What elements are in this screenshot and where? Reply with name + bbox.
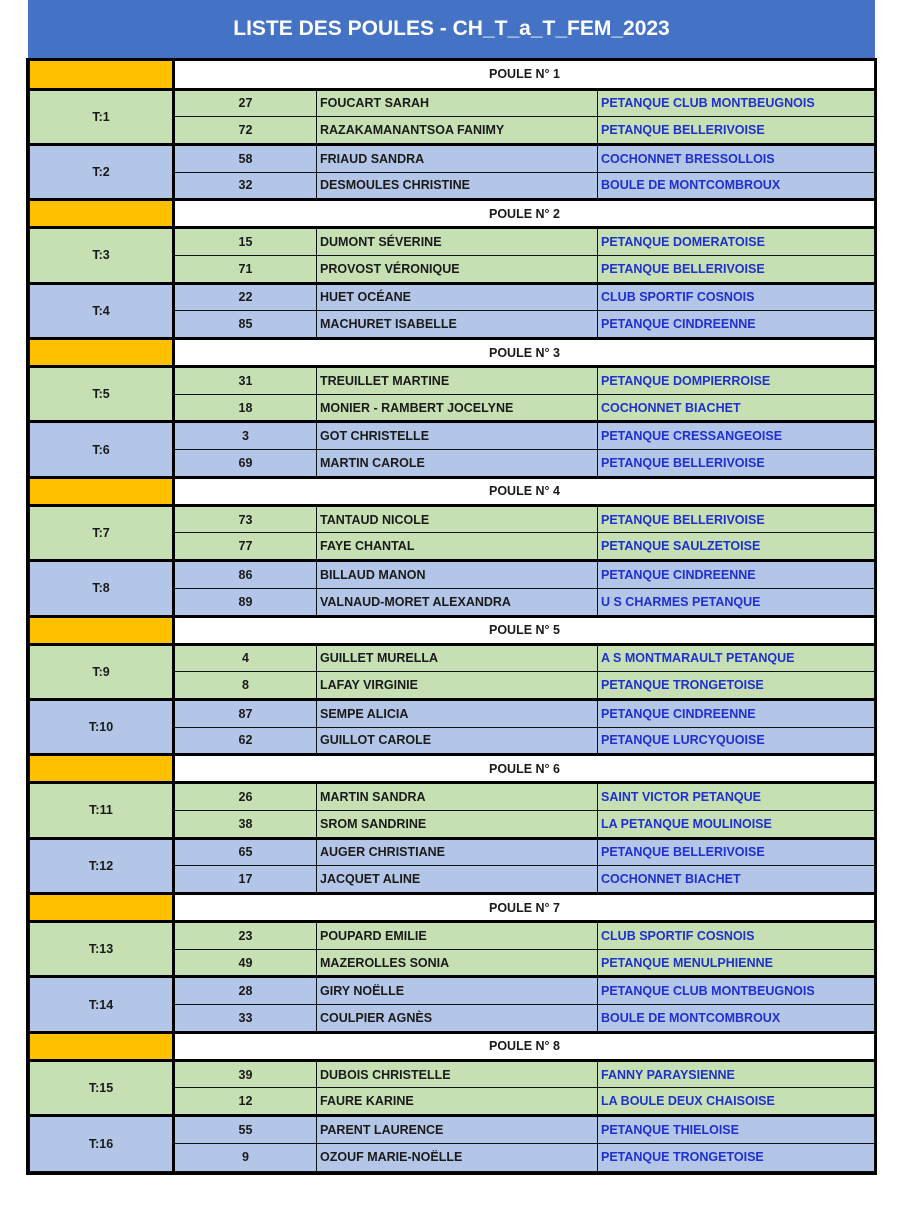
player-number: 71 [174,255,317,283]
player-number: 85 [174,311,317,339]
player-name: RAZAKAMANANTSOA FANIMY [317,117,598,145]
player-club: FANNY PARAYSIENNE [598,1060,875,1088]
player-name: GIRY NOËLLE [317,977,598,1005]
poules-table [29,61,875,1172]
player-number: 58 [174,144,317,172]
player-number: 39 [174,1060,317,1088]
table-row [30,977,875,1005]
player-club: PETANQUE CLUB MONTBEUGNOIS [598,89,875,117]
player-name: DESMOULES CHRISTINE [317,172,598,200]
poule-title: POULE N° 2 [174,200,875,228]
player-name: SEMPE ALICIA [317,699,598,727]
player-name: MARTIN CAROLE [317,450,598,478]
player-name: GOT CHRISTELLE [317,422,598,450]
player-number: 65 [174,838,317,866]
player-name: TREUILLET MARTINE [317,367,598,395]
player-number: 3 [174,422,317,450]
team-label: T:10 [30,699,174,754]
team-label: T:2 [30,144,174,199]
table-row [30,144,875,172]
player-number: 89 [174,588,317,616]
player-club: PETANQUE CLUB MONTBEUGNOIS [598,977,875,1005]
player-club: PETANQUE LURCYQUOISE [598,727,875,755]
table-row [30,561,875,589]
player-number: 33 [174,1005,317,1033]
team-label: T:9 [30,644,174,699]
poule-title: POULE N° 4 [174,477,875,505]
team-label: T:8 [30,561,174,616]
poule-header-row [30,894,875,922]
player-number: 4 [174,644,317,672]
poule-marker [30,1032,174,1060]
player-club: BOULE DE MONTCOMBROUX [598,1005,875,1033]
table-row [30,922,875,950]
player-club: U S CHARMES PETANQUE [598,588,875,616]
table-row [30,1060,875,1088]
poules-table-container [26,58,877,1175]
poule-marker [30,200,174,228]
player-club: PETANQUE BELLERIVOISE [598,505,875,533]
player-name: FOUCART SARAH [317,89,598,117]
player-number: 27 [174,89,317,117]
table-row [30,228,875,256]
table-row [30,644,875,672]
player-number: 9 [174,1143,317,1171]
table-row [30,699,875,727]
poule-title: POULE N° 3 [174,339,875,367]
player-name: LAFAY VIRGINIE [317,672,598,700]
poule-marker [30,477,174,505]
player-name: MAZEROLLES SONIA [317,949,598,977]
player-club: PETANQUE MENULPHIENNE [598,949,875,977]
player-number: 28 [174,977,317,1005]
player-club: PETANQUE SAULZETOISE [598,533,875,561]
player-name: TANTAUD NICOLE [317,505,598,533]
table-row [30,422,875,450]
poule-title: POULE N° 6 [174,755,875,783]
player-number: 23 [174,922,317,950]
team-label: T:16 [30,1116,174,1171]
player-club: PETANQUE CINDREENNE [598,699,875,727]
player-number: 32 [174,172,317,200]
player-club: BOULE DE MONTCOMBROUX [598,172,875,200]
poule-header-row [30,755,875,783]
team-label: T:1 [30,89,174,144]
player-club: PETANQUE TRONGETOISE [598,672,875,700]
poule-marker [30,755,174,783]
poule-title: POULE N° 8 [174,1032,875,1060]
player-number: 17 [174,866,317,894]
player-name: HUET OCÉANE [317,283,598,311]
player-number: 72 [174,117,317,145]
poule-title: POULE N° 7 [174,894,875,922]
player-number: 18 [174,394,317,422]
team-label: T:13 [30,922,174,977]
player-name: FAURE KARINE [317,1088,598,1116]
table-row [30,1116,875,1144]
table-row [30,283,875,311]
player-club: PETANQUE CINDREENNE [598,561,875,589]
player-club: PETANQUE DOMERATOISE [598,228,875,256]
poule-header-row [30,200,875,228]
poules-table-body [30,61,875,1171]
player-number: 31 [174,367,317,395]
poule-header-row [30,1032,875,1060]
player-number: 62 [174,727,317,755]
player-club: PETANQUE BELLERIVOISE [598,838,875,866]
player-club: PETANQUE BELLERIVOISE [598,117,875,145]
player-name: MONIER - RAMBERT JOCELYNE [317,394,598,422]
player-number: 49 [174,949,317,977]
player-number: 38 [174,810,317,838]
team-label: T:7 [30,505,174,560]
player-name: DUBOIS CHRISTELLE [317,1060,598,1088]
player-number: 12 [174,1088,317,1116]
poule-header-row [30,616,875,644]
player-name: AUGER CHRISTIANE [317,838,598,866]
player-name: MACHURET ISABELLE [317,311,598,339]
player-number: 73 [174,505,317,533]
player-club: PETANQUE DOMPIERROISE [598,367,875,395]
player-name: FRIAUD SANDRA [317,144,598,172]
player-number: 86 [174,561,317,589]
player-name: MARTIN SANDRA [317,783,598,811]
table-row [30,838,875,866]
poule-marker [30,61,174,89]
poule-header-row [30,477,875,505]
player-name: JACQUET ALINE [317,866,598,894]
player-club: PETANQUE THIELOISE [598,1116,875,1144]
poule-header-row [30,339,875,367]
table-row [30,783,875,811]
poule-header-row [30,61,875,89]
player-club: SAINT VICTOR PETANQUE [598,783,875,811]
player-club: CLUB SPORTIF COSNOIS [598,283,875,311]
team-label: T:14 [30,977,174,1032]
team-label: T:6 [30,422,174,477]
player-club: CLUB SPORTIF COSNOIS [598,922,875,950]
team-label: T:15 [30,1060,174,1115]
player-name: PARENT LAURENCE [317,1116,598,1144]
player-club: PETANQUE BELLERIVOISE [598,255,875,283]
poule-marker [30,894,174,922]
player-number: 26 [174,783,317,811]
table-row [30,505,875,533]
team-label: T:11 [30,783,174,838]
player-number: 87 [174,699,317,727]
page-title: LISTE DES POULES - CH_T_a_T_FEM_2023 [28,0,875,58]
player-name: DUMONT SÉVERINE [317,228,598,256]
player-name: POUPARD EMILIE [317,922,598,950]
player-club: PETANQUE TRONGETOISE [598,1143,875,1171]
team-label: T:4 [30,283,174,338]
team-label: T:5 [30,367,174,422]
player-name: FAYE CHANTAL [317,533,598,561]
poule-marker [30,616,174,644]
player-club: LA BOULE DEUX CHAISOISE [598,1088,875,1116]
poule-marker [30,339,174,367]
player-club: LA PETANQUE MOULINOISE [598,810,875,838]
player-club: A S MONTMARAULT PETANQUE [598,644,875,672]
player-club: COCHONNET BRESSOLLOIS [598,144,875,172]
player-club: PETANQUE BELLERIVOISE [598,450,875,478]
player-number: 8 [174,672,317,700]
player-club: PETANQUE CINDREENNE [598,311,875,339]
player-club: COCHONNET BIACHET [598,866,875,894]
player-name: PROVOST VÉRONIQUE [317,255,598,283]
team-label: T:3 [30,228,174,283]
player-name: COULPIER AGNÈS [317,1005,598,1033]
player-number: 15 [174,228,317,256]
player-name: BILLAUD MANON [317,561,598,589]
player-name: GUILLET MURELLA [317,644,598,672]
player-name: GUILLOT CAROLE [317,727,598,755]
player-name: VALNAUD-MORET ALEXANDRA [317,588,598,616]
table-row [30,367,875,395]
team-label: T:12 [30,838,174,893]
player-number: 22 [174,283,317,311]
player-number: 55 [174,1116,317,1144]
poule-title: POULE N° 5 [174,616,875,644]
player-name: SROM SANDRINE [317,810,598,838]
player-name: OZOUF MARIE-NOËLLE [317,1143,598,1171]
player-club: PETANQUE CRESSANGEOISE [598,422,875,450]
table-row [30,89,875,117]
player-club: COCHONNET BIACHET [598,394,875,422]
poule-title: POULE N° 1 [174,61,875,89]
player-number: 77 [174,533,317,561]
player-number: 69 [174,450,317,478]
